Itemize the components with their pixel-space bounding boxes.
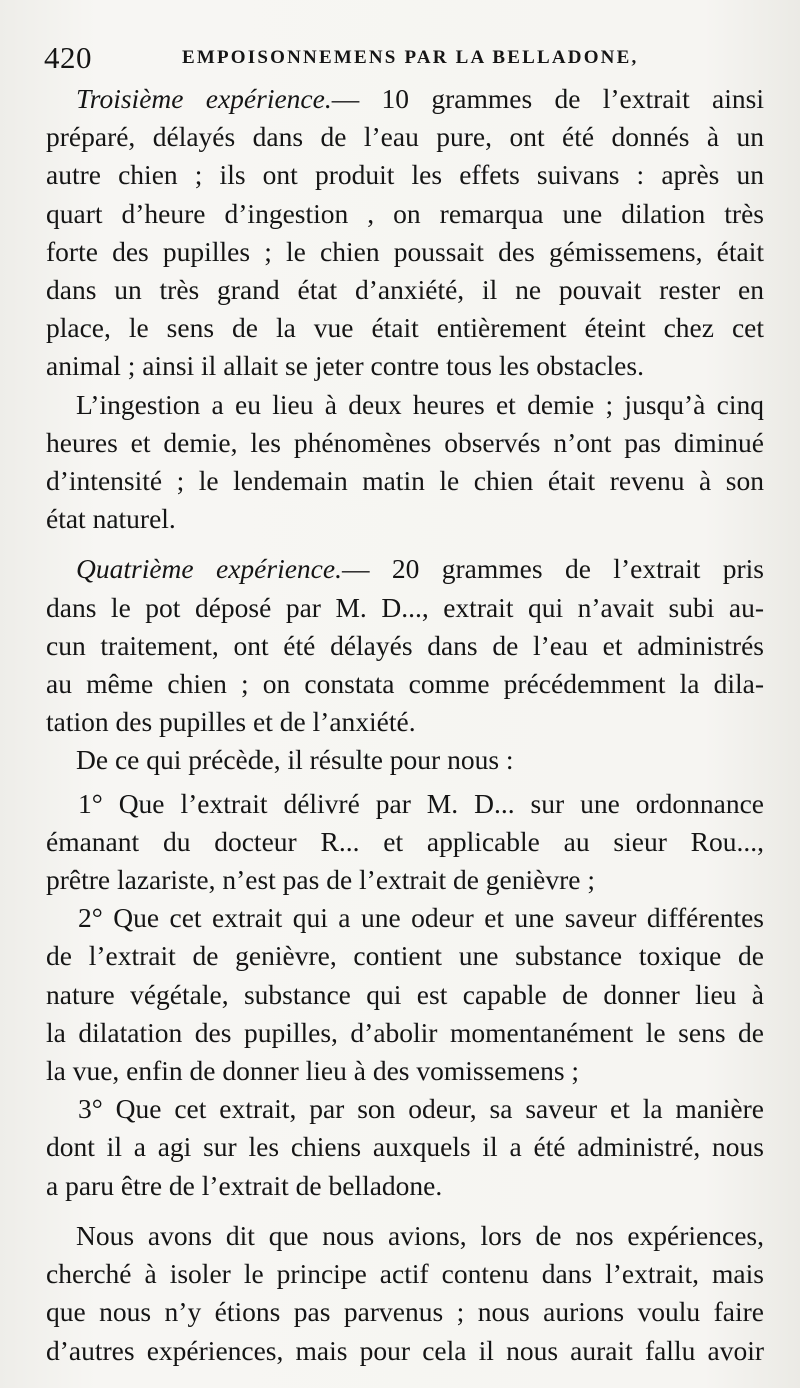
text-line: la dilatation des pupilles, d’abolir momentanément le sens de (46, 1016, 764, 1048)
paragraph-troisieme-experience (46, 80, 764, 386)
text-line: 2° Que cet extrait qui a une odeur et une saveur différentes (78, 902, 764, 934)
text-line: cherché à isoler le principe actif contenu dans l’extrait, mais (46, 1258, 764, 1290)
text-line: dans un très grand état d’anxiété, il ne pouvait rester en (46, 274, 764, 306)
paragraph-point-2 (46, 899, 764, 1090)
text-line: que nous n’y étions pas parvenus ; nous aurions voulu faire (46, 1296, 764, 1328)
text-line: forte des pupilles ; le chien poussait des gémissemens, était (46, 235, 764, 267)
paragraph-quatrieme-experience (46, 550, 764, 741)
text-line: prêtre lazariste, n’est pas de l’extrait de genièvre ; (46, 864, 595, 896)
experiment-heading: Troisième expérience. (76, 83, 332, 114)
page-number: 420 (44, 40, 92, 75)
text-line: place, le sens de la vue était entièrement éteint chez cet (46, 312, 764, 344)
text-line: état naturel. (46, 503, 176, 535)
paragraph-ingestion (46, 386, 764, 539)
text-line: d’intensité ; le lendemain matin le chien était revenu à son (46, 465, 764, 497)
text-line: heures et demie, les phénomènes observés n’ont pas diminué (46, 426, 764, 458)
text-line: 3° Que cet extrait, par son odeur, sa saveur et la manière (78, 1093, 764, 1125)
paragraph-point-1 (46, 785, 764, 900)
text-line: Nous avons dit que nous avions, lors de nos expériences, (76, 1219, 764, 1251)
text-line: d’autres expériences, mais pour cela il nous aurait fallu avoir (46, 1334, 764, 1366)
text-line: émanant du docteur R... et applicable au sieur Rou..., (46, 825, 764, 857)
text-line: quart d’heure d’ingestion , on remarqua une dilation très (46, 197, 764, 229)
paragraph-conclusion-intro (46, 741, 764, 779)
text-line: au même chien ; on constata comme précédemment la dila- (46, 668, 764, 700)
text-line: 1° Que l’extrait délivré par M. D... sur une ordonnance (78, 787, 764, 819)
text-line: autre chien ; ils ont produit les effets suivans : après un (46, 159, 764, 191)
text-line: de l’extrait de genièvre, contient une substance toxique de (46, 940, 764, 972)
page-header (44, 38, 764, 78)
text-line: nature végétale, substance qui est capable de donner lieu à (46, 978, 764, 1010)
text-line: dont il a agi sur les chiens auxquels il a été administré, nous (46, 1131, 764, 1163)
text-line: L’ingestion a eu lieu à deux heures et demie ; jusqu’à cinq (76, 388, 764, 420)
page-body (46, 80, 764, 1370)
text-line: a paru être de l’extrait de belladone. (46, 1169, 443, 1201)
text-line: animal ; ainsi il allait se jeter contre tous les obstacles. (46, 350, 644, 382)
text-line: dans le pot déposé par M. D..., extrait qui n’avait subi au- (46, 591, 764, 623)
paragraph-point-3 (46, 1090, 764, 1205)
experiment-heading: Quatrième expérience. (76, 553, 342, 585)
text-line: Troisième expérience.— 10 grammes de l’extrait ainsi (76, 83, 764, 114)
paragraph-nous-avons-dit (46, 1217, 764, 1370)
running-head: EMPOISONNEMENS PAR LA BELLADONE, (182, 47, 639, 68)
text-line: Quatrième expérience.— 20 grammes de l’extrait pris (76, 553, 764, 585)
text-line: tation des pupilles et de l’anxiété. (46, 706, 416, 738)
text-line: cun traitement, ont été délayés dans de l’eau et administrés (46, 629, 764, 661)
text-line: De ce qui précède, il résulte pour nous : (76, 744, 514, 776)
text-line: préparé, délayés dans de l’eau pure, ont été donnés à un (46, 121, 764, 153)
text-line: la vue, enfin de donner lieu à des vomissemens ; (46, 1055, 580, 1087)
